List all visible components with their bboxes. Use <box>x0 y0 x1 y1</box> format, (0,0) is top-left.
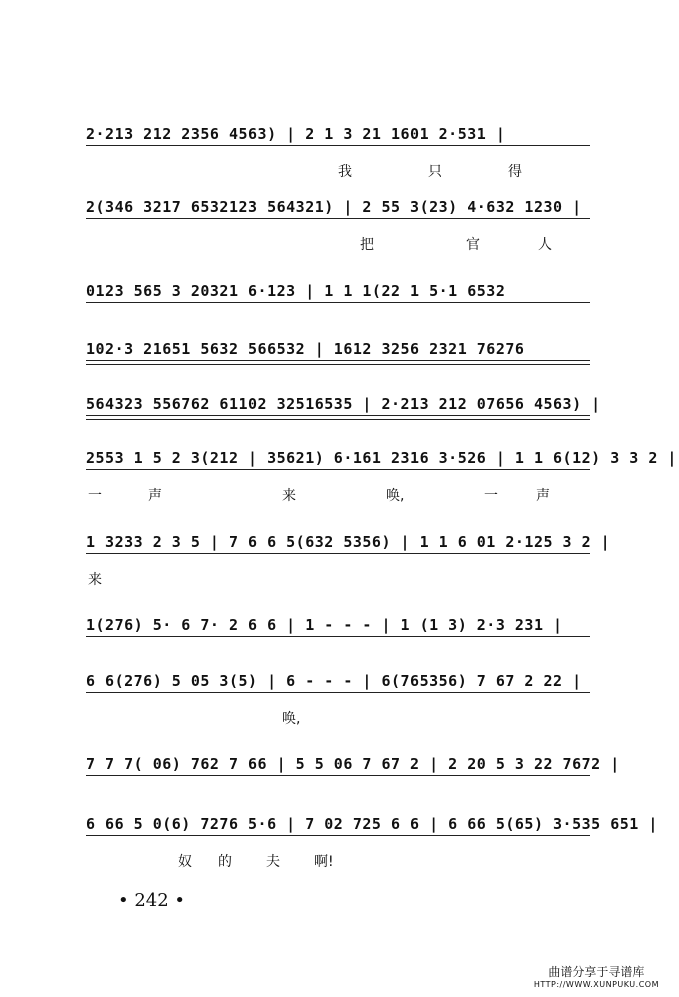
watermark <box>534 963 659 989</box>
notation-line: 6 6(276) 5 05 3(5) | 6 - - - | 6(765356) 7 67 2 22 | <box>86 672 582 690</box>
lyric-char: 夫 <box>266 854 280 870</box>
lyric-char: 官 <box>466 237 480 253</box>
score-row-9 <box>86 672 590 732</box>
lyric-char: 只 <box>428 164 442 180</box>
score-row-5 <box>86 395 601 455</box>
lyric-char: 一 <box>88 488 102 504</box>
lyric-char: 啊! <box>314 854 334 870</box>
notation-line: 7 7 7( 06) 762 7 66 | 5 5 06 7 67 2 | 2 20 5 3 22 7672 | <box>86 755 620 773</box>
lyric-char: 把 <box>360 237 374 253</box>
lyric-char: 奴 <box>178 854 192 870</box>
score-row-8 <box>86 616 590 676</box>
score-row-11 <box>86 815 658 875</box>
score-row-10 <box>86 755 620 815</box>
lyric-char: 来 <box>88 572 102 588</box>
page-number: • 242 • <box>118 890 186 911</box>
score-row-2 <box>86 198 590 258</box>
score-row-4 <box>86 340 590 400</box>
score-row-6 <box>86 449 677 509</box>
lyric-char: 声 <box>148 488 162 504</box>
notation-line: 0123 565 3 20321 6·123 | 1 1 1(22 1 5·1 6532 <box>86 282 506 300</box>
notation-line: 2(346 3217 6532123 564321) | 2 55 3(23) 4·632 1230 | <box>86 198 582 216</box>
lyric-char: 的 <box>218 854 232 870</box>
notation-line: 1(276) 5· 6 7· 2 6 6 | 1 - - - | 1 (1 3) 2·3 231 | <box>86 616 563 634</box>
lyric-char: 唤, <box>282 711 301 727</box>
notation-line: 2·213 212 2356 4563) | 2 1 3 21 1601 2·531 | <box>86 125 506 143</box>
lyric-char: 唤, <box>386 488 405 504</box>
lyric-char: 人 <box>538 237 552 253</box>
lyric-char: 得 <box>508 164 522 180</box>
watermark-url: HTTP://WWW.XUNPUKU.COM <box>533 980 659 989</box>
score-row-7 <box>86 533 611 593</box>
notation-line: 102·3 21651 5632 566532 | 1612 3256 2321 76276 <box>86 340 525 358</box>
score-row-1 <box>86 125 590 185</box>
notation-line: 6 66 5 0(6) 7276 5·6 | 7 02 725 6 6 | 6 66 5(65) 3·535 651 | <box>86 815 658 833</box>
watermark-title: 曲谱分享于寻谱库 <box>548 965 645 979</box>
lyric-char: 来 <box>282 488 296 504</box>
notation-line: 2553 1 5 2 3(212 | 35621) 6·161 2316 3·526 | 1 1 6(12) 3 3 2 | <box>86 449 677 467</box>
notation-line: 1 3233 2 3 5 | 7 6 6 5(632 5356) | 1 1 6 01 2·125 3 2 | <box>86 533 611 551</box>
lyric-char: 一 <box>484 488 498 504</box>
lyric-char: 声 <box>536 488 550 504</box>
lyric-char: 我 <box>338 164 352 180</box>
score-row-3 <box>86 282 590 342</box>
notation-line: 564323 556762 61102 32516535 | 2·213 212 07656 4563) | <box>86 395 601 413</box>
